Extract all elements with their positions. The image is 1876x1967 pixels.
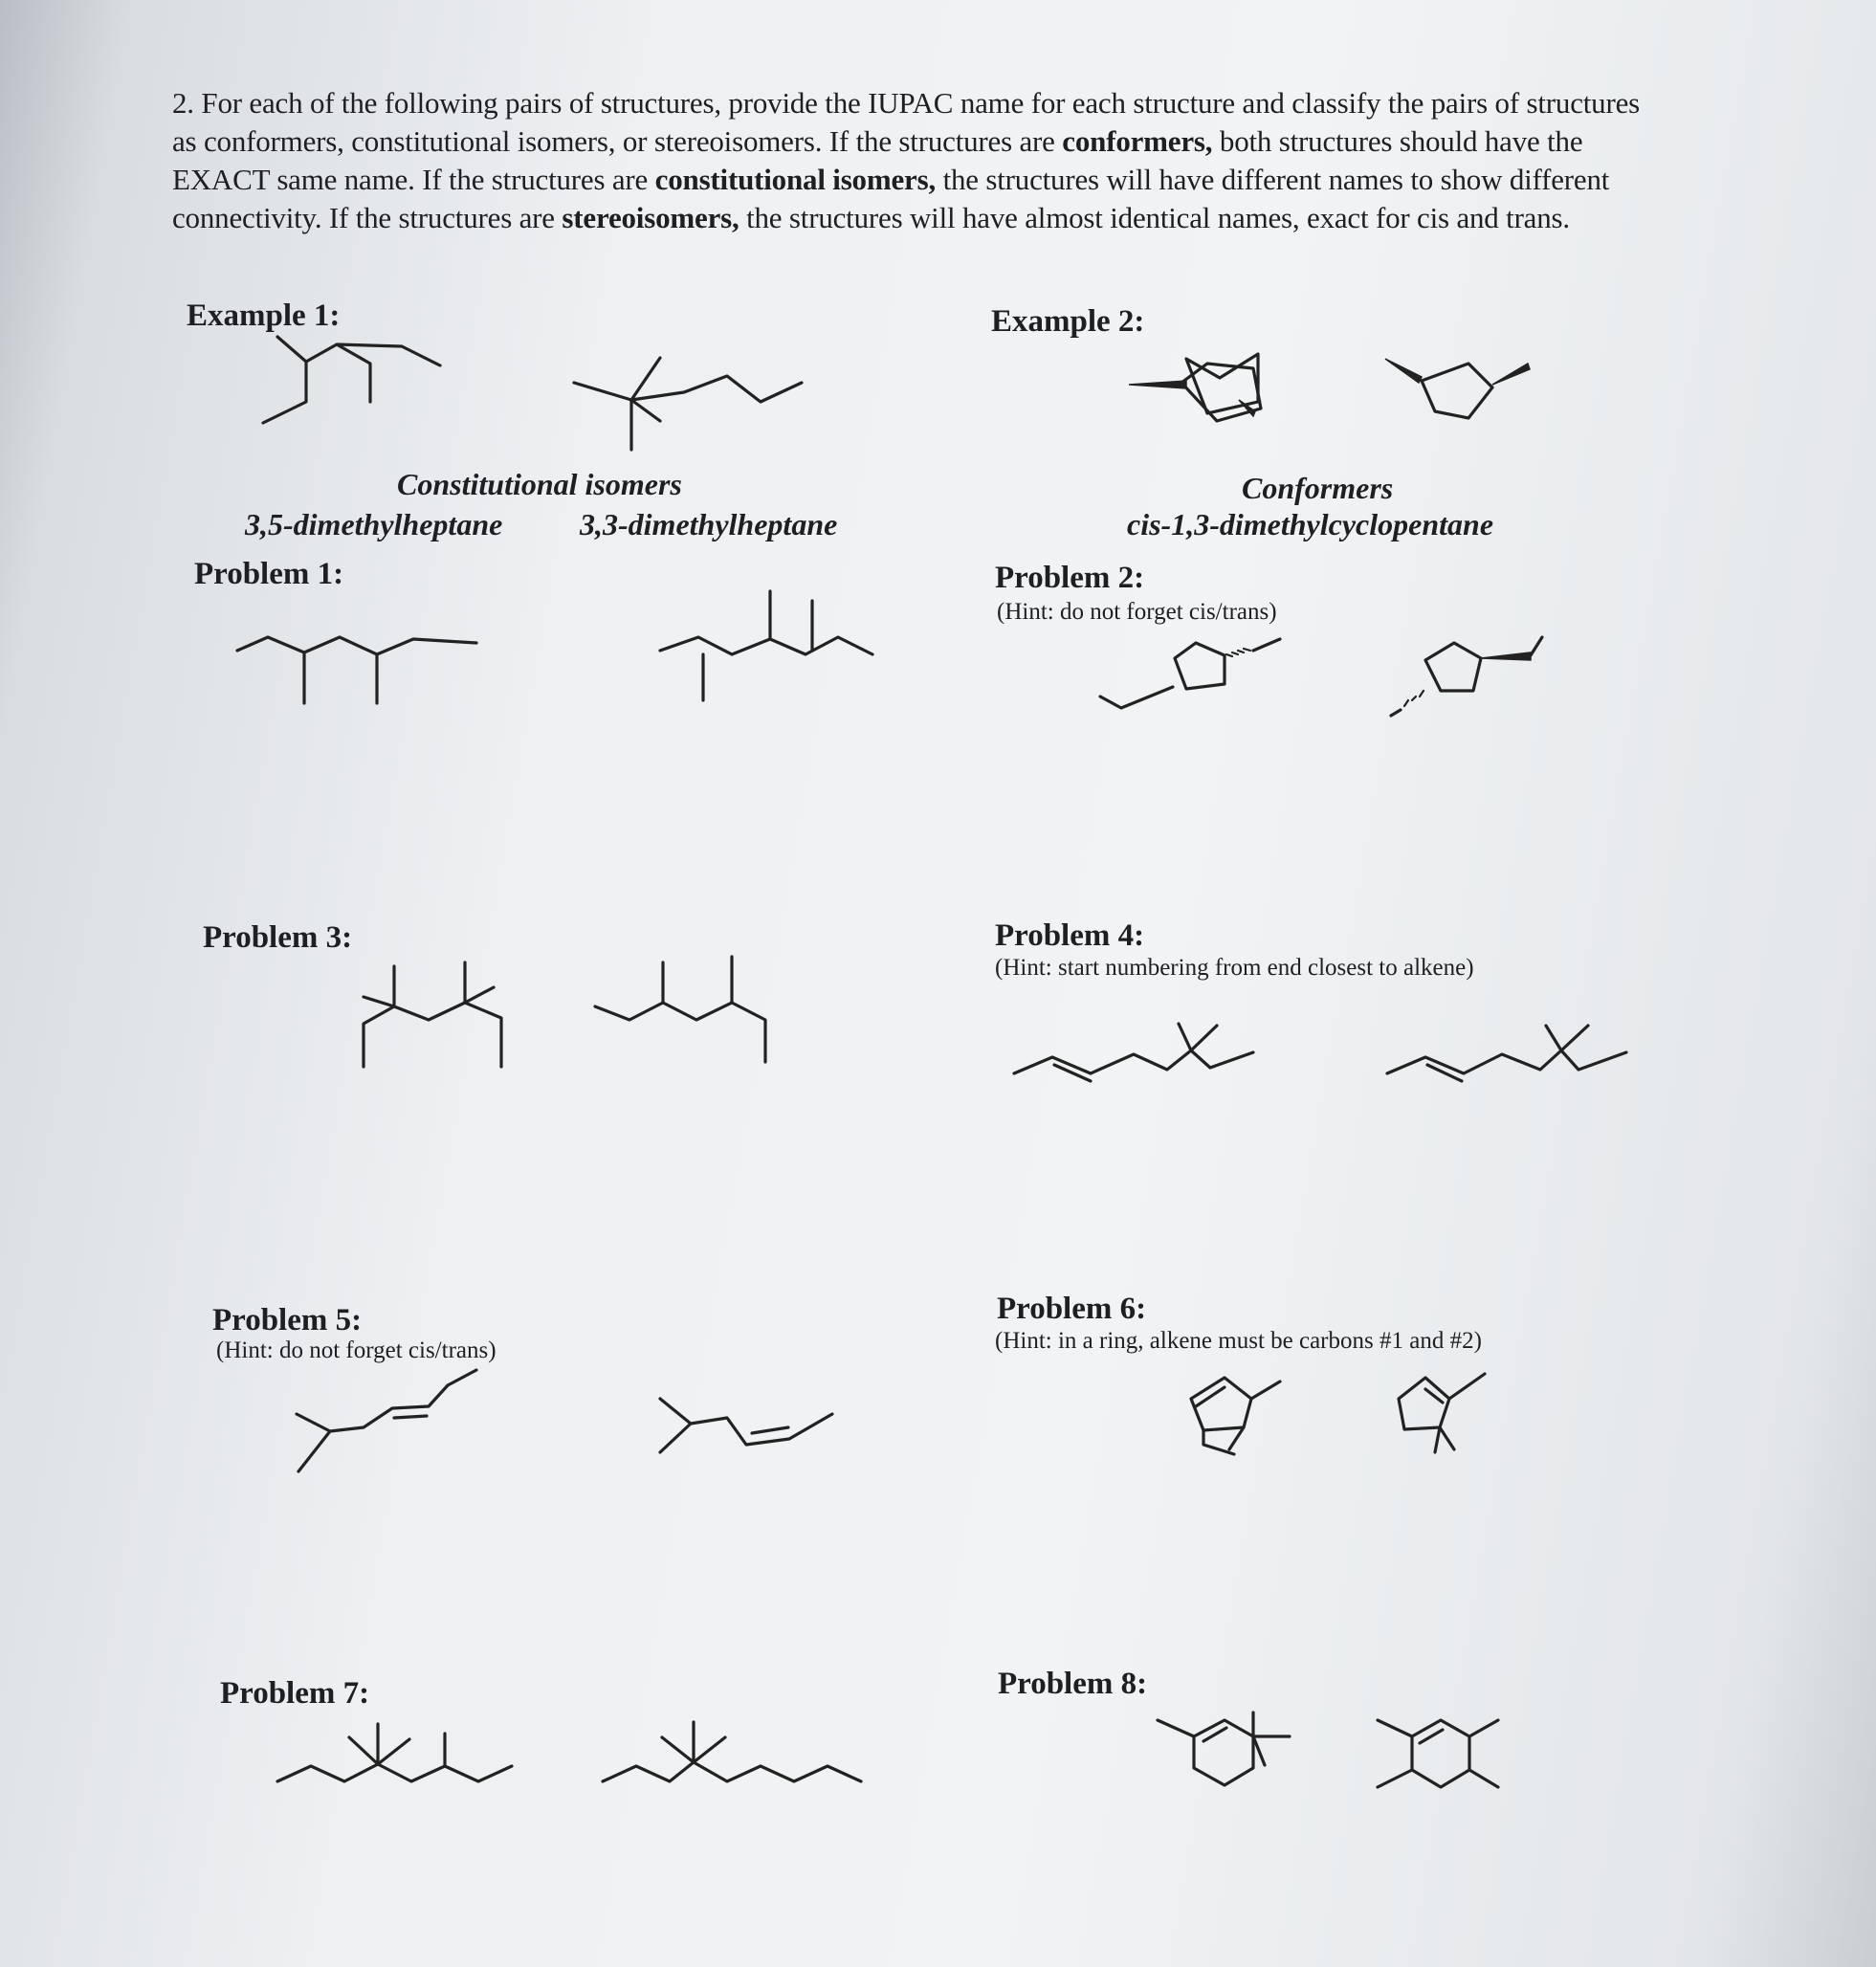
problem-7-right-structure	[603, 1722, 861, 1781]
instructions-text-3: the structures will have different names to show different connectivity. If the structures are	[172, 163, 1610, 234]
problem-1-right-structure	[660, 591, 872, 700]
problem-6-label: Problem 6:	[997, 1292, 1147, 1326]
problem-2-hint: (Hint: do not forget cis/trans)	[997, 599, 1277, 625]
conformers-bold: conformers,	[1062, 124, 1213, 158]
problem-5-hint: (Hint: do not forget cis/trans)	[216, 1337, 497, 1363]
problem-3-left-structure	[364, 962, 501, 1067]
example-1-name-right: 3,3-dimethylheptane	[580, 507, 838, 541]
problem-5-left-structure	[297, 1370, 476, 1471]
problem-7-label: Problem 7:	[220, 1676, 370, 1711]
instructions-text-2: both structures should have the EXACT same name. If the structures are	[172, 124, 1583, 196]
problem-6-left-structure	[1191, 1378, 1280, 1454]
problem-3-label: Problem 3:	[203, 920, 353, 955]
problem-5-label: Problem 5:	[212, 1303, 363, 1337]
example-2-label: Example 2:	[991, 304, 1145, 339]
problem-3-right-structure	[595, 957, 765, 1062]
problem-2-left-structure	[1100, 639, 1280, 708]
stereoisomers-bold: stereoisomers,	[562, 201, 739, 234]
example-1-left-structure	[263, 337, 440, 423]
instructions-text-4: the structures will have almost identical names, exact for cis and trans.	[739, 201, 1570, 234]
problem-6-hint: (Hint: in a ring, alkene must be carbons #1 and #2)	[995, 1328, 1482, 1354]
example-1-classification: Constitutional isomers	[397, 467, 682, 501]
problem-4-left-structure	[1014, 1024, 1253, 1081]
problem-4-label: Problem 4:	[995, 918, 1145, 953]
instructions-text-1: 2. For each of the following pairs of structures, provide the IUPAC name for each structure and classify the pairs of structures as conformers, constitutional isomers, or stereoisomers. If the structures are	[172, 86, 1641, 158]
example-2-classification: Conformers	[1242, 471, 1394, 505]
problem-5-right-structure	[660, 1399, 832, 1452]
problem-7-left-structure	[277, 1724, 512, 1781]
problem-2-right-structure	[1391, 637, 1542, 716]
example-2-name: cis-1,3-dimethylcyclopentane	[1127, 507, 1494, 541]
example-2-right-structure	[1385, 359, 1530, 418]
constitutional-isomers-bold: constitutional isomers,	[654, 163, 937, 196]
problem-8-right-structure	[1378, 1720, 1498, 1787]
problem-2-label: Problem 2:	[995, 561, 1145, 595]
example-1-label: Example 1:	[187, 298, 341, 333]
problem-1-label: Problem 1:	[194, 557, 344, 591]
problem-1-left-structure	[237, 637, 476, 703]
problem-8-label: Problem 8:	[998, 1667, 1148, 1701]
example-1-right-structure	[574, 358, 802, 450]
problem-4-hint: (Hint: start numbering from end closest to alkene)	[995, 955, 1474, 981]
example-2-left-structure	[1129, 354, 1261, 421]
problem-6-right-structure	[1399, 1374, 1485, 1452]
problem-8-left-structure	[1158, 1713, 1290, 1785]
example-1-name-left: 3,5-dimethylheptane	[245, 507, 503, 541]
problem-4-right-structure	[1387, 1026, 1626, 1081]
